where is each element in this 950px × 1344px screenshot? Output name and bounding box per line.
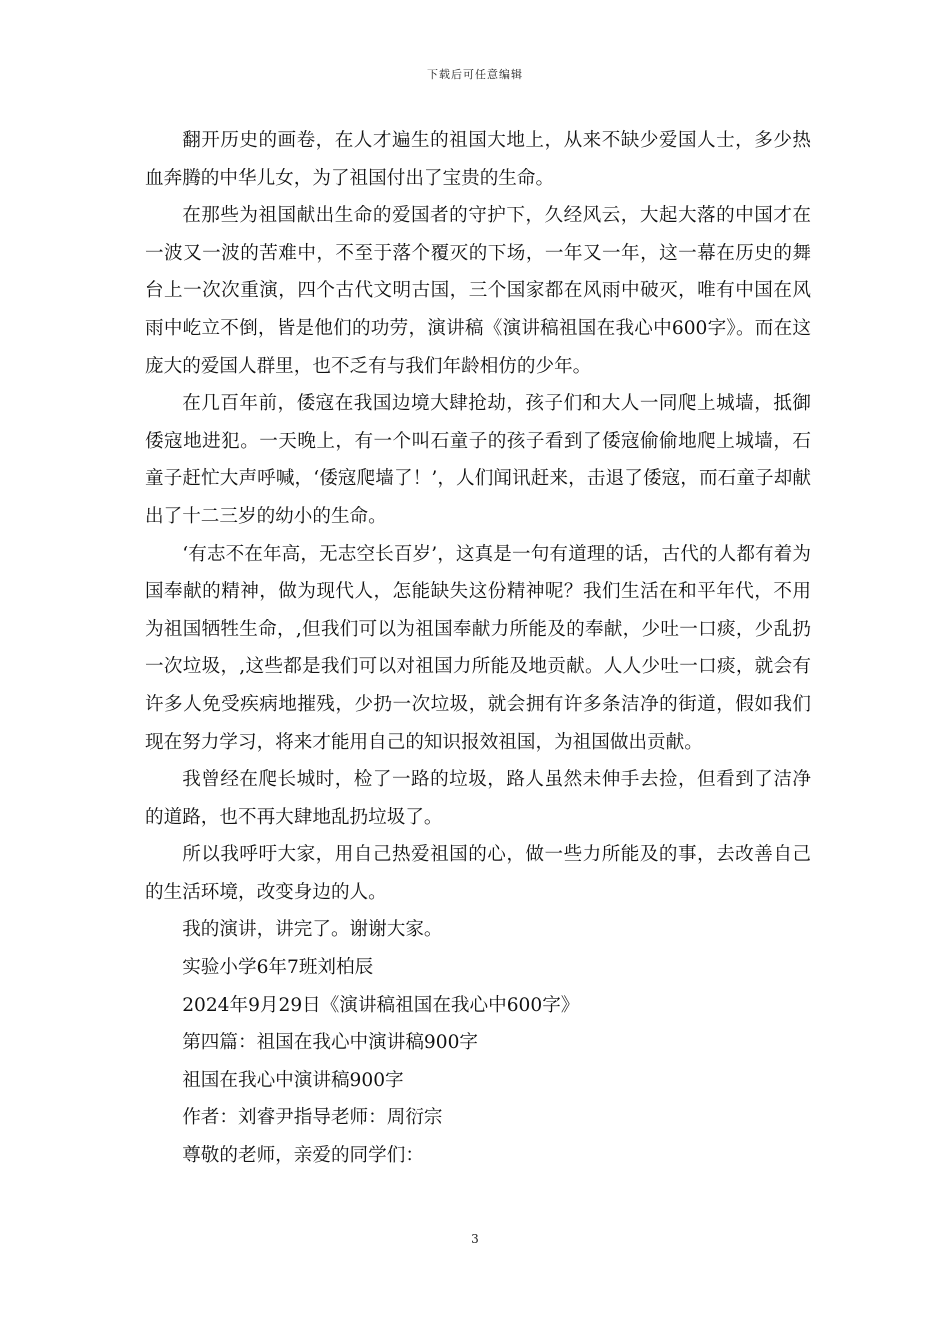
article-title: 祖国在我心中演讲稿900字 [182,1069,404,1091]
salutation: 尊敬的老师，亲爱的同学们： [182,1145,424,1167]
paragraph: 在几百年前，倭寇在我国边境大肆抢劫，孩子们和大人一同爬上城墙，抵御倭寇地进犯。一天晚上，有一个叫石童子的孩子看到了倭寇偷偷地爬上城墙，石童子赶忙大声呼喊，‘倭寇爬墙了！’，人们闻讯赶来，击退了倭寇，而石童子却献出了十二三岁的幼小的生命。 [145,393,811,527]
page-number: 3 [471,1232,479,1246]
paragraph: 我曾经在爬长城时，检了一路的垃圾，路人虽然未伸手去捡，但看到了洁净的道路，也不再大肆地乱扔垃圾了。 [145,769,811,828]
paragraph: 在那些为祖国献出生命的爱国者的守护下，久经风云，大起大落的中国才在一波又一波的苦难中，不至于落个覆灭的下场，一年又一年，这一幕在历史的舞台上一次次重演，四个古代文明古国，三个国家都在风雨中破灭，唯有中国在风雨中屹立不倒，皆是他们的功劳，演讲稿《演讲稿祖国在我心中600字》。而在这庞大的爱国人群里，也不乏有与我们年龄相仿的少年。 [145,205,811,377]
signature-line: 实验小学6年7班刘柏辰 [182,957,374,979]
author-line: 作者：刘睿尹指导老师：周衍宗 [182,1107,443,1129]
paragraph: 所以我呼吁大家，用自己热爱祖国的心，做一些力所能及的事，去改善自己的生活环境，改变身边的人。 [145,844,811,903]
paragraph: ‘有志不在年高，无志空长百岁’，这真是一句有道理的话，古代的人都有着为国奉献的精神，做为现代人，怎能缺失这份精神呢？我们生活在和平年代，不用为祖国牺牲生命，,但我们可以为祖国奉献力所能及的奉献，少吐一口痰，少乱扔一次垃圾，,这些都是我们可以对祖国力所能及地贡献。人人少吐一口痰，就会有许多人免受疾病地摧残，少扔一次垃圾，就会拥有许多条洁净的街道，假如我们现在努力学习，将来才能用自己的知识报效祖国，为祖国做出贡献。 [145,543,811,753]
paragraph: 翻开历史的画卷，在人才遍生的祖国大地上，从来不缺少爱国人士，多少热血奔腾的中华儿女，为了祖国付出了宝贵的生命。 [145,130,811,189]
section-heading: 第四篇：祖国在我心中演讲稿900字 [182,1032,478,1054]
document-body [145,122,811,1175]
date-line: 2024年9月29日《演讲稿祖国在我心中600字》 [182,994,580,1016]
page-header: 下载后可任意编辑 [427,68,523,81]
paragraph: 我的演讲，讲完了。谢谢大家。 [182,919,443,941]
